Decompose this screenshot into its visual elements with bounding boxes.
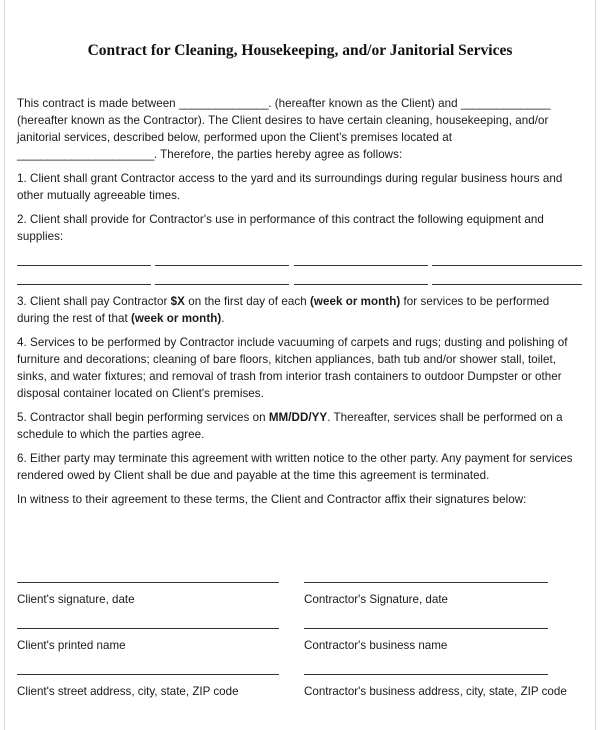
supply-line	[294, 284, 428, 285]
clause-3-text: on the first day of each	[184, 295, 310, 308]
client-signature-line[interactable]	[17, 582, 279, 583]
supply-line	[294, 265, 428, 266]
clause-3-text: 3. Client shall pay Contractor	[17, 295, 171, 308]
payment-amount: $X	[170, 295, 185, 308]
contractor-address-label: Contractor's business address, city, state, ZIP code	[304, 685, 567, 698]
supply-line	[432, 284, 582, 285]
clause-1: 1. Client shall grant Contractor access to the yard and its surroundings during regular business hours and other mutually agreeable times.	[17, 172, 563, 202]
witness-statement: In witness to their agreement to these terms, the Client and Contractor affix their signatures below:	[17, 493, 527, 506]
supply-line	[17, 265, 151, 266]
client-name-blank: _______________	[178, 97, 269, 110]
contract-body	[17, 95, 582, 515]
document-page	[4, 0, 596, 730]
client-address-label: Client's street address, city, state, ZIP code	[17, 685, 239, 698]
document-title: Contract for Cleaning, Housekeeping, and/or Janitorial Services	[87, 42, 513, 59]
intro-text-1: This contract is made between	[17, 97, 176, 110]
intro-text-4: . Therefore, the parties hereby agree as follows:	[153, 148, 403, 161]
supplies-line-row	[17, 266, 582, 285]
supply-line	[155, 265, 289, 266]
premises-address-blank: _______________________	[17, 148, 154, 161]
clause-2: 2. Client shall provide for Contractor's use in performance of this contract the following equipment and supplies:	[17, 213, 544, 243]
supplies-lines	[17, 247, 582, 285]
clause-5-text: . Thereafter, services shall be performed on a schedule to which the parties agree.	[17, 411, 563, 441]
clause-6: 6. Either party may terminate this agreement with written notice to the other party. Any payment for services rendered owed by Client shall be due and payable at the time this agreement is terminated.	[17, 452, 573, 482]
signature-row	[17, 570, 582, 616]
supply-line	[155, 284, 289, 285]
address-row	[17, 662, 582, 708]
contractor-signature-line[interactable]	[304, 582, 548, 583]
payment-period: (week or month)	[130, 312, 222, 325]
client-address-line[interactable]	[17, 674, 279, 675]
payment-period: (week or month)	[309, 295, 401, 308]
signature-section	[17, 570, 582, 708]
clause-3-text: for services to be performed during the rest of that	[17, 295, 550, 325]
client-printed-name-label: Client's printed name	[17, 639, 126, 652]
contractor-address-line[interactable]	[304, 674, 548, 675]
clause-5-text: 5. Contractor shall begin performing services on	[17, 411, 269, 424]
client-signature-label: Client's signature, date	[17, 593, 135, 606]
contractor-business-name-label: Contractor's business name	[304, 639, 448, 652]
contractor-name-blank: _______________	[460, 97, 551, 110]
printed-name-row	[17, 616, 582, 662]
supply-line	[17, 284, 151, 285]
contractor-business-name-line[interactable]	[304, 628, 548, 629]
intro-text-3: (hereafter known as the Contractor). The Client desires to have certain cleaning, housekeeping, and/or janitorial services, described below, performed upon the Client's premises located at	[17, 114, 549, 144]
supply-line	[432, 265, 582, 266]
clause-4: 4. Services to be performed by Contractor include vacuuming of carpets and rugs; dusting and polishing of furniture and decorations; cleaning of bare floors, kitchen appliances, bath tub and/or shower stall, toilet, sinks, and water fixtures; and removal of trash from interior trash containers to outdoor Dumpster or other disposal container located on Client's premises.	[17, 336, 568, 400]
intro-text-2: . (hereafter known as the Client) and	[268, 97, 458, 110]
intro-paragraph	[17, 95, 582, 163]
start-date: MM/DD/YY	[268, 411, 328, 424]
supplies-line-row	[17, 247, 582, 266]
contractor-signature-label: Contractor's Signature, date	[304, 593, 448, 606]
clause-3	[17, 293, 582, 327]
client-printed-name-line[interactable]	[17, 628, 279, 629]
clause-3-text: .	[221, 312, 225, 325]
clause-5	[17, 409, 582, 443]
